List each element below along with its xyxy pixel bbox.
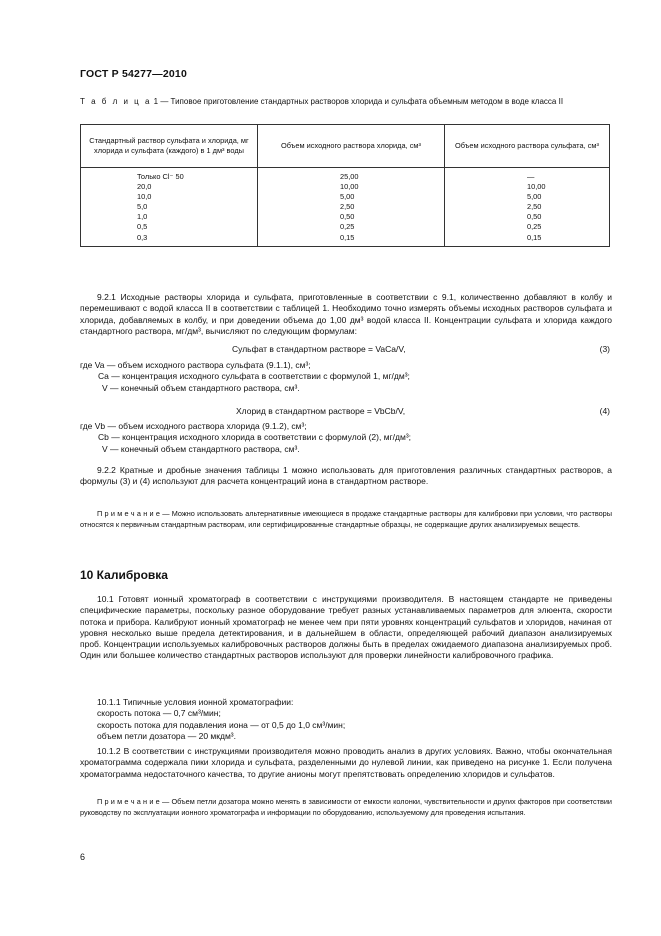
clause-10-1-1-title: 10.1.1 Типичные условия ионной хроматографии: [97, 697, 294, 707]
table-caption-label: Т а б л и ц а [80, 97, 152, 106]
table-column-sulfate [445, 168, 610, 247]
note-2-text: — Объем петли дозатора можно менять в зависимости от емкости колонки, чувствительности и других факторов при соответствии руководству по эксплуатации ионного хроматографа и информации по оборудованию, используемому для проведения испытания. [80, 797, 612, 817]
sulfate-volume: 0,25 [527, 222, 542, 232]
formula-3-definitions [80, 360, 610, 394]
sulfate-volume: 10,00 [527, 182, 546, 192]
chloride-volume: 0,15 [340, 232, 355, 242]
standard-header: ГОСТ Р 54277—2010 [80, 68, 188, 80]
chloride-volume: 2,50 [340, 202, 355, 212]
clause-9-2-2: 9.2.2 Кратные и дробные значения таблицы 1 можно использовать для приготовления различных стандартных растворов, а формулы (3) и (4) используют для расчета концентраций иона в стандартном растворе. [80, 465, 612, 487]
table-column-solution [81, 168, 258, 247]
definition-cb: Cb — концентрация исходного хлорида в соответствии с формулой (2), мг/дм³; [98, 432, 412, 443]
solution-value: 0,5 [137, 222, 148, 232]
sulfate-volume: 0,50 [527, 212, 542, 222]
table-caption [80, 96, 610, 107]
condition-loop-volume: объем петли дозатора — 20 мкдм³. [97, 730, 236, 741]
sulfate-volume: 0,15 [527, 232, 542, 242]
definition-v: V — конечный объем стандартного раствора, см³. [102, 382, 300, 393]
note-1 [80, 509, 612, 531]
clause-10-1: 10.1 Готовят ионный хроматограф в соответствии с инструкциями производителя. В настоящем стандарте не приведены специфические параметры, поскольку разное оборудование требует разных устанавливаемых параметров для элюента, скорости потока и прибора. Калибруют ионный хроматограф не менее чем при пяти уровнях концентраций сульфатов и хлоридов, начиная от уровня несколько выше предела детектирования, и в дальнейшем в области, определяющей рабочий диапазон анализируемых проб. Концентрации используемых калибровочных растворов должны быть в пределах ожидаемого диапазона анализируемых проб. Один или большее количество стандартных растворов используют для проверки линейности калибровочного графика. [80, 594, 612, 661]
definition-ca: Ca — концентрация исходного сульфата в соответствии с формулой 1, мг/дм³; [98, 371, 410, 382]
sulfate-volume: 2,50 [527, 202, 542, 212]
condition-flow-rate: скорость потока — 0,7 см³/мин; [97, 708, 221, 719]
clause-9-2-1: 9.2.1 Исходные растворы хлорида и сульфата, приготовленные в соответствии с 9.1, количественно добавляют в колбу и перемешивают с водой класса II в соответствии с таблицей 1. Необходимо точно измерять объемы исходных растворов сульфата и хлорида, добавляемых в колбу, и при доведении объема до 1,00 дм³ водой класса II. Концентрации сульфата и хлорида каждого стандартного раствора, мг/дм³, вычисляют по следующим формулам: [80, 292, 612, 336]
section-10-title: 10 Калибровка [80, 568, 168, 582]
solution-value: 20,0 [137, 182, 152, 192]
formula-4-number: (4) [599, 406, 610, 416]
table-header-solution: Стандартный раствор сульфата и хлорида, мг хлорида и сульфата (каждого) в 1 дм³ воды [81, 125, 258, 168]
formula-3: Сульфат в стандартном растворе = VaCa/V, [232, 344, 406, 354]
page-number: 6 [80, 852, 86, 862]
sulfate-volume: — [527, 172, 535, 181]
note-2 [80, 797, 612, 819]
chloride-volume: 25,00 [340, 172, 359, 181]
sulfate-volume: 5,00 [527, 192, 542, 202]
definition-v2: V — конечный объем стандартного раствора, см³. [102, 443, 300, 454]
note-1-label: П р и м е ч а н и е [97, 509, 160, 518]
table-caption-text: 1 — Типовое приготовление стандартных растворов хлорида и сульфата объемным методом в воде класса II [153, 97, 564, 106]
solution-value: 0,3 [137, 232, 148, 242]
solution-value: 1,0 [137, 212, 148, 222]
solution-value: 5,0 [137, 202, 148, 212]
definition-vb: где Vb — объем исходного раствора хлорида (9.1.2), см³; [80, 421, 307, 431]
note-1-text: — Можно использовать альтернативные имеющиеся в продаже стандартные растворы для калибровки при условии, что растворы относятся к первичным стандартным растворам, или сертифицированные стандартные образцы, не содержащие других анализируемых веществ. [80, 509, 612, 529]
table-column-chloride [258, 168, 445, 247]
solution-value: Только Cl⁻ 50 [137, 172, 184, 181]
chloride-volume: 0,50 [340, 212, 355, 222]
solution-value: 10,0 [137, 192, 152, 202]
table-header-sulfate: Объем исходного раствора сульфата, см³ [445, 125, 610, 168]
table-header-chloride: Объем исходного раствора хлорида, см³ [258, 125, 445, 168]
formula-4-definitions [80, 421, 610, 455]
chloride-volume: 5,00 [340, 192, 355, 202]
note-2-label: П р и м е ч а н и е [97, 797, 160, 806]
clause-10-1-1 [80, 697, 612, 742]
chloride-volume: 0,25 [340, 222, 355, 232]
clause-10-1-2: 10.1.2 В соответствии с инструкциями производителя можно проводить анализ в других условиях. Важно, чтобы окончательная хроматограмма содержала пики хлорида и сульфата, разделенными до нулевой линии, как приведено на рисунке 1. Если получена хроматограмма недостаточного качества, то другие анионы могут препятствовать определению хлоридов и сульфатов. [80, 746, 612, 779]
chloride-volume: 10,00 [340, 182, 359, 192]
formula-4: Хлорид в стандартном растворе = VbCb/V, [236, 406, 406, 416]
standard-solutions-table [80, 124, 610, 247]
formula-3-number: (3) [599, 344, 610, 354]
definition-va: где Va — объем исходного раствора сульфата (9.1.1), см³; [80, 360, 311, 370]
condition-suppressor-flow: скорость потока для подавления иона — от 0,5 до 1,0 см³/мин; [97, 719, 346, 730]
